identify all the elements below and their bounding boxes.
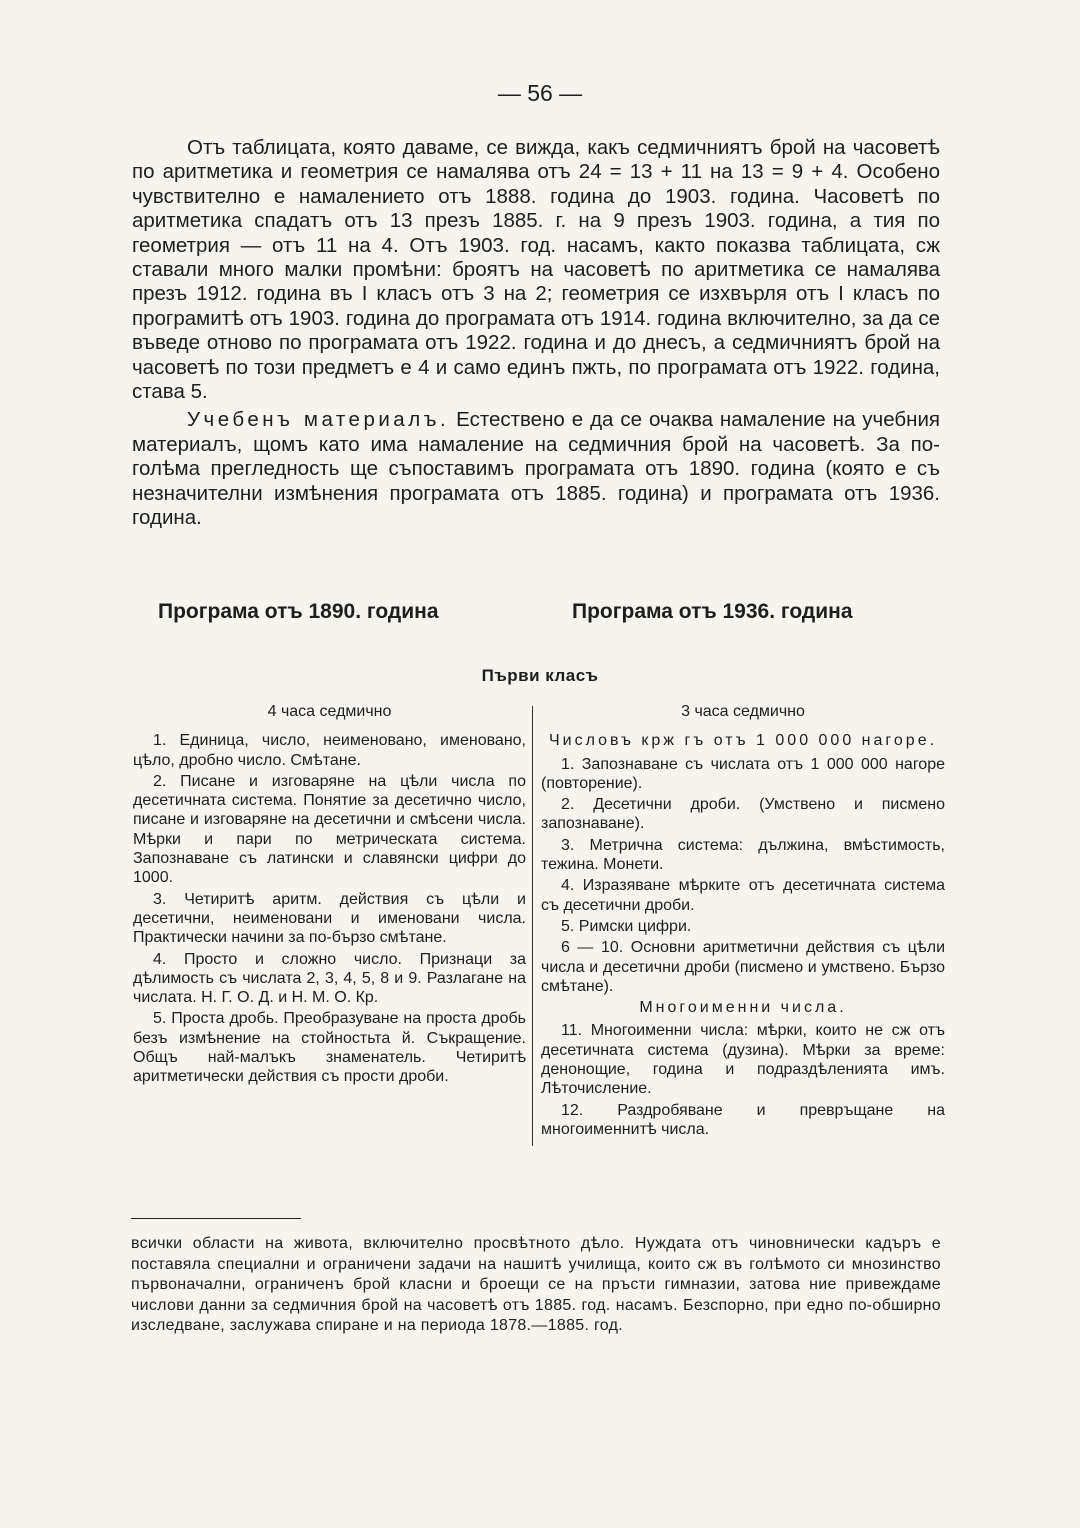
program-left-title: Програма отъ 1890. година: [158, 600, 439, 623]
intro-paragraph-1: Отъ таблицата, която даваме, се вижда, какъ седмичниятъ брой на часоветѣ по аритметика и геометрия се намалява отъ 24 = 13 + 11 на 13 = 9 + 4. Особено чувствително е намалението отъ 1888. година до 1903. година. Часоветѣ по аритметика спадатъ отъ 13 презъ 1885. г. на 9 презъ 1903. година, а тия по геометрия — отъ 11 на 4. Отъ 1903. год. насамъ, както показва таблицата, сж ставали много малки промѣни: броятъ на часоветѣ по аритметика се намалява презъ 1912. година въ I класъ отъ 3 на 2; геометрия се изхвърля отъ I класъ по програмитѣ отъ 1903. година до програмата отъ 1914. година включително, за да се въведе отново по програмата отъ 1922. година и до днесъ, а седмичниятъ брой на часоветѣ по този предметъ е 4 и само единъ пжть, по програмата отъ 1922. година, става 5.: [132, 136, 940, 404]
footnote-text: всички области на живота, включително просвѣтното дѣло. Нуждата отъ чиновнически кадъръ е поставяла специални и ограничени задачи на нашитѣ училища, които сж въ голѣмото си мнозинство първоначални, ограниченъ брой класни и броещи се на пръсти гимназии, затова ние привеждаме числови данни за седмичния брой на часоветѣ отъ 1885. год. насамъ. Безспорно, при едно по-обширно изследване, заслужава спиране и на периода 1878.—1885. год.: [131, 1235, 941, 1334]
intro-paragraph-2: [132, 408, 940, 530]
right-section-heading: Многоименни числа.: [639, 999, 847, 1017]
left-item: 3. Четиритѣ аритм. действия съ цѣли и десетични, неименовани и именовани числа. Практически начини за по-бързо смѣтане.: [133, 890, 526, 947]
right-section-heading: Числовъ крж гъ отъ 1 000 000 нагоре.: [548, 732, 938, 750]
right-program-column: [541, 702, 945, 1141]
class-title: Първи класъ: [481, 666, 599, 685]
right-hours: 3 часа седмично: [681, 703, 805, 720]
right-item: 2. Десетични дроби. (Умствено и писмено запознаване).: [541, 796, 945, 833]
right-item: 12. Раздробяване и превръщане на многоименнитѣ числа.: [541, 1101, 945, 1138]
page-number: — 56 —: [497, 80, 583, 106]
footnote-rule: [131, 1218, 301, 1219]
left-hours: 4 часа седмично: [267, 703, 392, 720]
left-item: 4. Просто и сложно число. Признаци за дѣлимость съ числата 2, 3, 4, 5, 8 и 9. Разлагане на числата. Н. Г. О. Д. и Н. М. О. Кр.: [133, 950, 526, 1007]
footnote: [131, 1234, 941, 1337]
left-program-column: [133, 702, 526, 1089]
column-divider: [532, 706, 533, 1146]
right-item: 1. Запознаване съ числата отъ 1 000 000 нагоре (повторение).: [541, 755, 945, 792]
intro-paragraph-2-heading: Учебенъ материалъ.: [187, 408, 450, 432]
right-item: 6 — 10. Основни аритметични действия съ цѣли числа и десетични дроби (писмено и умствено. Бързо смѣтане).: [541, 939, 945, 995]
left-item: 5. Проста дробь. Преобразуване на проста дробь безъ измѣнение на стойностьта й. Съкращение. Общъ най-малъкъ знаменатель. Четиритѣ аритметически действия съ прости дроби.: [133, 1010, 526, 1086]
right-item: 11. Многоименни числа: мѣрки, които не сж отъ десетичната система (дузина). Мѣрки за време: денонощие, година и подраздѣленията имъ. Лѣточисление.: [541, 1022, 945, 1098]
right-item: 3. Метрична система: дължина, вмѣстимость, тежина. Монети.: [541, 836, 945, 874]
right-item: 5. Римски цифри.: [561, 917, 692, 935]
right-item: 4. Изразяване мѣрките отъ десетичната система съ десетични дроби.: [541, 877, 945, 914]
intro-paragraph-2-text: Естествено е да се очаква намаление на учебния материалъ, щомъ като има намаление на седмичния брой на часоветѣ. За по-голѣма прегледность ще съпоставимъ програмата отъ 1890. година (която е съ незначителни измѣнения програмата отъ 1885. година) и програмата отъ 1936. година.: [132, 408, 940, 530]
left-item: 1. Единица, число, неименовано, именовано, цѣло, дробно число. Смѣтане.: [133, 732, 526, 769]
program-right-title: Програма отъ 1936. година: [572, 600, 853, 623]
left-item: 2. Писане и изговаряне на цѣли числа по десетичната система. Понятие за десетично число, писане и изговаряне на десетични и смѣсени числа. Мѣрки и пари по метрическата система. Запознаване съ латински и славянски цифри до 1000.: [133, 772, 526, 887]
intro-text: [132, 136, 940, 531]
